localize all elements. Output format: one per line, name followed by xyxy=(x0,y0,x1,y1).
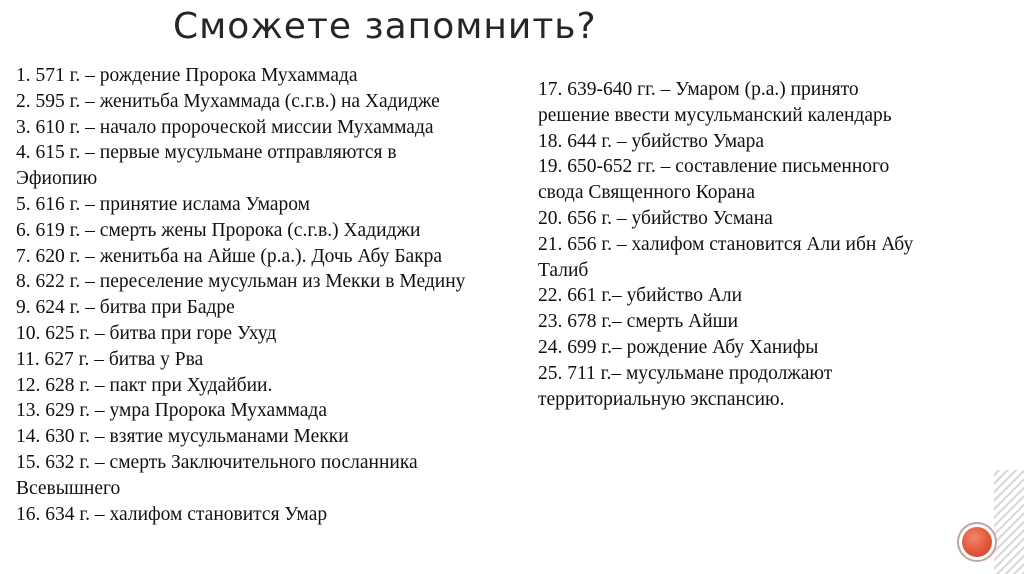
list-item: 7. 620 г. – женитьба на Айше (р.а.). Дочь Абу Бакра xyxy=(16,245,443,267)
list-item: 18. 644 г. – убийство Умара xyxy=(538,130,765,152)
list-item: 12. 628 г. – пакт при Худайбии. xyxy=(16,374,273,396)
list-item: 19. 650-652 гг. – составление письменного xyxy=(538,156,890,178)
list-item: территориальную экспансию. xyxy=(538,388,785,410)
next-slide-button[interactable] xyxy=(957,522,997,562)
slide-title: Сможете запомнить? xyxy=(173,6,597,47)
list-item: 11. 627 г. – битва у Рва xyxy=(16,348,204,370)
left-column xyxy=(16,63,465,527)
list-item: свода Священного Корана xyxy=(538,182,756,204)
list-item: 20. 656 г. – убийство Усмана xyxy=(538,207,773,229)
list-item: 21. 656 г. – халифом становится Али ибн Абу xyxy=(538,233,914,255)
list-item: 17. 639-640 гг. – Умаром (р.а.) принято xyxy=(538,79,859,100)
list-item: 9. 624 г. – битва при Бадре xyxy=(16,297,235,319)
list-item: решение ввести мусульманский календарь xyxy=(538,104,892,126)
circle-icon xyxy=(962,527,992,557)
list-item: 14. 630 г. – взятие мусульманами Мекки xyxy=(16,426,349,448)
decorative-stripes xyxy=(994,470,1024,574)
list-item: 8. 622 г. – переселение мусульман из Мекки в Медину xyxy=(16,271,466,293)
list-item: 25. 711 г.– мусульмане продолжают xyxy=(538,362,833,384)
list-item: 3. 610 г. – начало пророческой миссии Мухаммада xyxy=(16,116,434,138)
list-item: 2. 595 г. – женитьба Мухаммада (с.г.в.) на Хадидже xyxy=(16,90,440,112)
list-item: 16. 634 г. – халифом становится Умар xyxy=(16,503,328,525)
list-item: Талиб xyxy=(538,259,589,281)
list-item: 10. 625 г. – битва при горе Ухуд xyxy=(16,322,277,344)
list-item: Всевышнего xyxy=(16,477,121,499)
list-item: 13. 629 г. – умра Пророка Мухаммада xyxy=(16,400,327,422)
right-column xyxy=(538,77,913,412)
list-item: 1. 571 г. – рождение Пророка Мухаммада xyxy=(16,65,358,86)
list-item: 4. 615 г. – первые мусульмане отправляются в xyxy=(16,142,397,164)
list-item: 5. 616 г. – принятие ислама Умаром xyxy=(16,193,310,215)
list-item: 15. 632 г. – смерть Заключительного посланника xyxy=(16,451,418,473)
list-item: 6. 619 г. – смерть жены Пророка (с.г.в.) Хадиджи xyxy=(16,219,421,241)
list-item: 22. 661 г.– убийство Али xyxy=(538,285,743,307)
list-item: 23. 678 г.– смерть Айши xyxy=(538,311,739,333)
list-item: Эфиопию xyxy=(16,168,98,190)
list-item: 24. 699 г.– рождение Абу Ханифы xyxy=(538,336,819,358)
